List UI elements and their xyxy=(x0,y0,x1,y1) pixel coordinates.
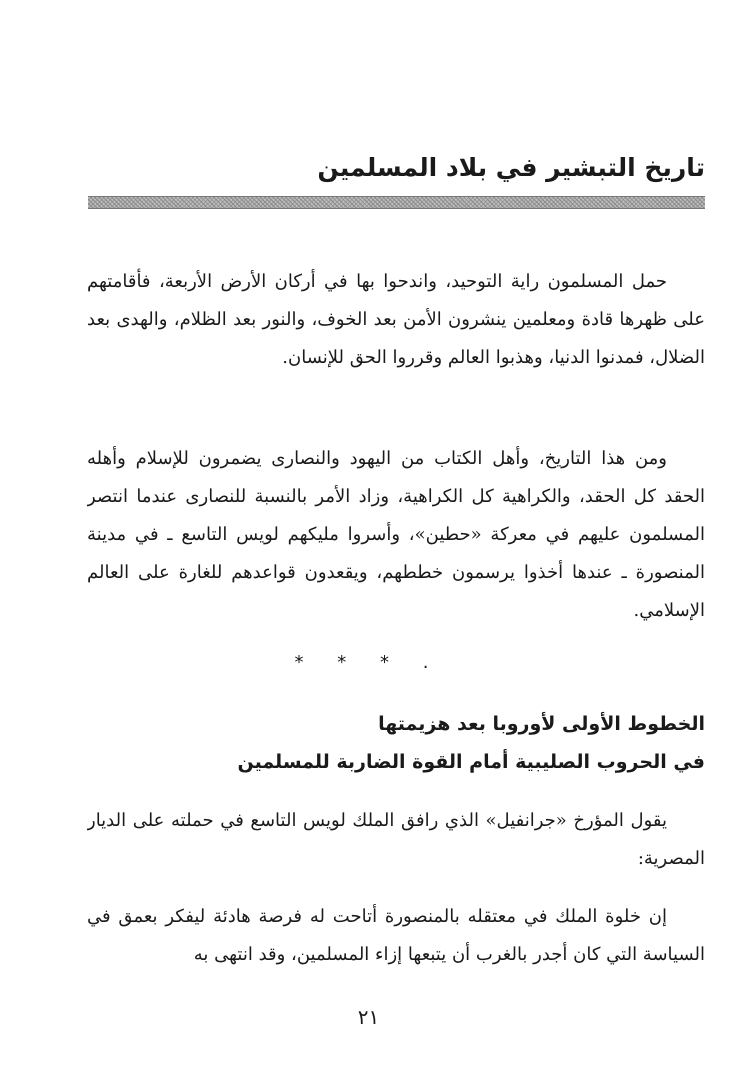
section-separator: * * * . xyxy=(294,652,443,673)
page-number: ٢١ xyxy=(357,1005,380,1029)
paragraph-4-text: إن خلوة الملك في معتقله بالمنصورة أتاحت له فرصة هادئة ليفكر بعمق في السياسة التي كان أجدر بالغرب أن يتبعها إزاء المسلمين، وقد انتهى به xyxy=(87,906,705,965)
header-rule xyxy=(88,196,705,209)
paragraph-1-text: حمل المسلمون راية التوحيد، واندحوا بها في أركان الأرض الأربعة، فأقامتهم على ظهرها قادة ومعلمين ينشرون الأمن بعد الخوف، والنور بعد الظلام، والهدى بعد الضلال، فمدنوا الدنيا، وهذبوا العالم وقرروا الحق للإنسان. xyxy=(87,271,705,368)
running-header: تاريخ التبشير في بلاد المسلمين xyxy=(317,153,705,182)
paragraph-2 xyxy=(87,440,705,630)
paragraph-1 xyxy=(87,263,705,377)
paragraph-2-text: ومن هذا التاريخ، وأهل الكتاب من اليهود والنصارى يضمرون للإسلام وأهله الحقد كل الحقد، والكراهية كل الكراهية، وزاد الأمر بالنسبة للنصارى عندما انتصر المسلمون عليهم في معركة «حطين»، وأسروا مليكهم لويس التاسع ـ في مدينة المنصورة ـ عندها أخذوا يرسمون خططهم، ويقعدون قواعدهم للغارة على العالم الإسلامي. xyxy=(87,448,705,621)
section-title-line-2: في الحروب الصليبية أمام القوة الضاربة للمسلمين xyxy=(237,751,705,773)
paragraph-4 xyxy=(87,898,705,974)
section-title-line-1: الخطوط الأولى لأوروبا بعد هزيمتها xyxy=(378,713,705,735)
paragraph-3 xyxy=(87,802,705,878)
paragraph-3-text: يقول المؤرخ «جرانفيل» الذي رافق الملك لويس التاسع في حملته على الديار المصرية: xyxy=(87,810,705,869)
